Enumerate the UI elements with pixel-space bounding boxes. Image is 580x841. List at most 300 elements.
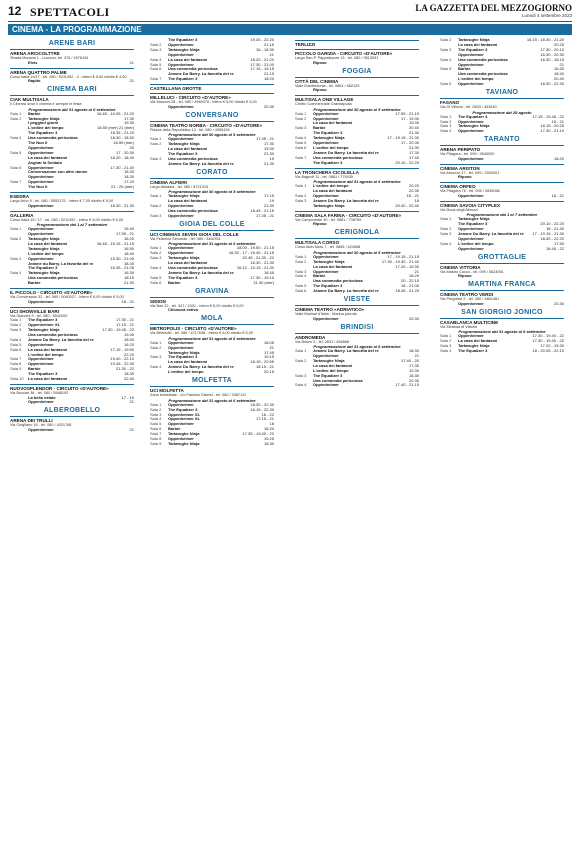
showtimes: 17.55 - 21.15 <box>395 110 419 116</box>
film-title: L'ordine del tempo <box>458 241 494 246</box>
showtimes: 17.45 <box>263 349 274 355</box>
film-title: The Nun II <box>28 185 48 190</box>
film-title: L'ordine del tempo <box>313 184 349 189</box>
film-title: Barbie <box>458 67 471 72</box>
showtimes: 17 - 20.30 <box>115 149 134 155</box>
cinema-name: ARENA QUATTRO PALME <box>10 68 134 75</box>
showtimes: 17.40 <box>408 154 419 160</box>
cinema-name: CINEMA TEATRO NORBA - CIRCUITO «D'AUTORE» <box>150 121 274 128</box>
showtimes: 18.30 - 18.50 <box>110 135 134 141</box>
film-title: La casa dei fantasmi <box>168 57 208 62</box>
film-title: The Nun II <box>28 141 48 146</box>
showtimes: 18.20 <box>263 76 274 82</box>
showtimes: 17.30 <box>408 362 419 368</box>
film-title: Oppenheimer <box>168 251 194 256</box>
showtimes: 18.00 - 19.50 - 21.15 <box>236 245 274 251</box>
showtimes: 21.30 <box>408 144 419 150</box>
showtimes: 17 - 19.15 - 21.15 <box>387 253 419 259</box>
showtimes: 18.05 <box>263 339 274 345</box>
screen-label: Sala 2 <box>295 115 307 121</box>
showtime-row <box>150 308 274 313</box>
screen-label <box>10 400 28 405</box>
cinema-name: CASABLANCA MULTICINE <box>440 318 564 325</box>
film-title: Oppenheimer <box>28 175 54 180</box>
film-title: Oppenheimer <box>28 203 54 208</box>
screen-label: Sala 3 <box>150 46 162 52</box>
showtimes: 18.20 - 21.20 <box>250 56 274 62</box>
screen-label: Sala 2 <box>150 203 162 209</box>
screen-label: Sala 9 <box>10 366 22 372</box>
film-title: Oppenheimer <box>313 254 339 259</box>
showtimes: 17 - 19 <box>121 394 134 400</box>
screen-label: Sala 6 <box>10 164 22 170</box>
showtimes: 19.30 <box>263 146 274 152</box>
screen-label: Sala 2 <box>440 226 452 232</box>
cinema-name: CINEMA SAVOIA CITYPLEX <box>440 201 564 208</box>
showtimes-list <box>150 403 274 447</box>
screen-label: Sala 3 <box>10 255 22 261</box>
city-heading: SAN GIORGIO JONICO <box>461 308 543 316</box>
film-title: Oppenheimer <box>168 104 194 109</box>
showtimes-list <box>10 300 134 305</box>
screen-label: Sala 1 <box>10 110 22 116</box>
showtimes-list <box>440 157 564 162</box>
showtimes-list <box>440 334 564 354</box>
cinema-address: Corso Italia 15 / 17 - tel. 080 / 5211492 - intero € 8,00 ridotto € 6,00 <box>10 217 124 222</box>
screen-label: Sala 8 <box>10 361 22 367</box>
screen-label: Sala 5 <box>295 283 307 289</box>
film-title: Oppenheimer <box>28 180 54 185</box>
film-title: Tartarughe Ninja <box>168 441 200 446</box>
showtimes: 16.10 - 19.15 - 21.30 <box>236 265 274 271</box>
film-title: Conversazione con altre donne <box>28 170 88 175</box>
showtime-row <box>150 77 274 82</box>
cinema-name: SIDION <box>150 297 274 304</box>
showtimes: 16.30 - 18.15 <box>540 56 564 62</box>
showtime-row <box>295 204 419 209</box>
showtimes-list <box>295 184 419 209</box>
film-title: The Equalizer 3 <box>313 160 343 165</box>
film-title: La casa dei fantasmi <box>28 347 68 352</box>
film-title: Oppenheimer <box>458 227 484 232</box>
cinema-name: TERLIZZI <box>295 40 419 47</box>
showtimes: 16.45 - 19.15 - 21.15 <box>96 240 134 246</box>
showtimes: 21 <box>129 399 134 405</box>
showtimes: 19 <box>269 155 274 161</box>
film-title: Rapito <box>28 79 41 84</box>
cinema-name: ANDROMEDA <box>295 333 419 340</box>
film-title: Una commedia pericolosa <box>313 279 363 284</box>
showtimes: 16.30 <box>123 270 134 276</box>
cinema-name: CINEMA SALA FARINA - CIRCUITO «D'AUTORE» <box>295 211 419 218</box>
showtimes-list <box>10 318 134 382</box>
film-title: Tartarughe Ninja <box>313 358 345 363</box>
showtimes: 18.15 - 20.25 <box>540 123 564 129</box>
showtimes: 19.45 - 22.30 <box>110 361 134 367</box>
cinema-address: Viale Manfredonia - tel. 0881 / 682129 <box>295 83 360 88</box>
showtime-row <box>10 400 134 405</box>
showtime-row <box>150 214 274 219</box>
programming-period: Programmazione dal 30 agosto al 5 settembre <box>168 132 256 138</box>
cinema-name: CINEMA TEATRO «ADRIATICO» <box>295 305 419 312</box>
cinema-name: IL PICCOLO - CIRCUITO «D'AUTORE» <box>10 288 134 295</box>
programming-period: Programmazione dal 31 agosto al 6 settembre <box>168 241 256 247</box>
screen-label: Sala 5 <box>150 274 162 280</box>
screen-label <box>150 308 168 313</box>
showtimes-list <box>440 302 564 307</box>
film-title: Jeanne Du Barry. La favorita del re <box>28 337 94 342</box>
city-heading: GRAVINA <box>195 287 229 295</box>
showtimes: 18.15 - 21 <box>255 364 274 370</box>
showtimes: 21.30 <box>123 280 134 286</box>
showtimes: 18.30 - 21.30 <box>110 202 134 208</box>
screen-label: Sala 3 <box>150 212 162 218</box>
screen-label <box>10 79 28 84</box>
showtimes: 21.15 <box>263 41 274 47</box>
screen-label: Sala 3 <box>295 372 307 378</box>
showtimes: 18.45 - 22 <box>545 245 564 251</box>
showtime-row <box>440 349 564 354</box>
screen-label: Sala 1 <box>150 136 162 142</box>
showtimes-list <box>10 428 134 433</box>
showtimes: 17.30 - 21.10 <box>540 128 564 134</box>
showtimes: 20 - 22.15 <box>400 278 419 284</box>
screen-label <box>295 222 313 227</box>
screen-label <box>150 162 168 167</box>
showtimes: 18 - 21.30 <box>545 226 564 232</box>
programming-period: Programmazione dal 28 agosto <box>472 109 532 115</box>
film-title: La casa dei fantasmi <box>28 241 68 246</box>
cinema-address: Via Bagnoli 11 - tel. 0881 / 775435 <box>295 174 353 179</box>
cinema-address: Viale Marinai d'Italia - Marina piccola <box>295 312 357 317</box>
showtimes-list <box>10 227 134 286</box>
showtime-row <box>150 162 274 167</box>
showtime-row <box>10 428 134 433</box>
screen-label: Sala 1 <box>295 348 307 354</box>
screen-label <box>10 281 28 286</box>
cinema-name: UCI MOLFETTA <box>150 386 274 393</box>
cinema-address: Via Duca degli Abruzzi <box>440 207 478 212</box>
showtimes: 17 - 20.30 <box>400 140 419 146</box>
showtimes-list <box>10 396 134 406</box>
screen-label: Sala 4 <box>150 416 162 422</box>
cinema-address: Via Conversano 32 - tel. 080 / 5040027 - intero € 6,00 ridotto € 5,00 <box>10 295 124 300</box>
showtimes-list <box>10 61 134 66</box>
showtime-row <box>440 82 564 87</box>
showtimes: 21 <box>129 426 134 432</box>
programming-period: Programmazione dal 31 agosto al 6 settembre <box>458 329 546 335</box>
film-title: The Equalizer 3 <box>168 275 198 280</box>
film-title: La casa dei fantasmi <box>168 360 208 365</box>
showtimes: 20.40 <box>408 125 419 131</box>
film-title: Oppenheimer <box>458 193 484 198</box>
showtimes: 16.30 - 20.30 <box>540 51 564 57</box>
showtimes: 18.50 (mer) <box>113 140 134 146</box>
screen-label: Sala 3 <box>150 155 162 161</box>
screen-label: Sala 4 <box>10 336 22 342</box>
programming-period: Programmazione dal 31 agosto al 6 settembre <box>313 179 401 185</box>
programming-period: Programmazione dal 31 agosto al 6 settembre <box>28 106 116 112</box>
showtimes: 16.15 - 22.30 <box>250 406 274 412</box>
showtimes: 19.25 <box>263 436 274 442</box>
showtimes: 16.30 <box>553 66 564 72</box>
showtime-row <box>10 79 134 84</box>
screen-label: Sala 1 <box>10 226 22 232</box>
listings-column-4 <box>440 38 564 838</box>
film-title: Jeanne Du Barry. La favorita del re <box>313 198 379 203</box>
screen-label: Sala 1 <box>150 193 162 199</box>
showtimes-list <box>440 115 564 135</box>
showtimes-list <box>295 61 419 66</box>
film-title: Tartarughe Ninja <box>168 256 200 261</box>
showtimes-list <box>150 308 274 313</box>
showtimes: 21.15 <box>263 71 274 77</box>
showtimes: 18.50 <box>123 336 134 342</box>
cinema-name: NUOVOSPLENDOR - CIRCUITO «D'AUTORE» <box>10 384 134 391</box>
showtimes: 21 <box>269 344 274 350</box>
cinema-name: FASANO <box>440 98 564 105</box>
cinema-name: CASTELLANA GROTTE <box>150 84 274 91</box>
film-title: L'ordine del tempo <box>458 77 494 82</box>
programming-period: Programmazione dal 1 al 7 settembre <box>36 222 108 228</box>
showtimes: 17.55 - 21 <box>115 231 134 237</box>
film-title: Asghar la Soldato <box>28 160 63 165</box>
showtimes: 17.40 - 21.15 <box>395 382 419 388</box>
showtimes: 17.45 - 21 <box>255 212 274 218</box>
film-title: Tartarughe Ninja <box>28 116 60 121</box>
film-title: Oppenheimer <box>28 256 54 261</box>
cinema-address: Via Bari 22 - tel. 347 / 2401 - intero € 6,00 ridotto € 5,00 <box>150 303 244 308</box>
cinema-address: Via Cirigliano 16 - tel. 080 / 4321768 <box>10 423 72 428</box>
city-heading: VIESTE <box>343 296 371 304</box>
screen-label: Sala 4 <box>150 265 162 271</box>
showtimes: 21 <box>129 59 134 65</box>
showtimes-list <box>295 349 419 388</box>
film-title: La casa dei fantasmi <box>313 189 353 194</box>
screen-label: Sala 8 <box>150 436 162 442</box>
film-title: Oppenheimer <box>168 42 194 47</box>
cinema-name: PICCOLO GARIZIA - CIRCUITO «D'AUTORE» <box>295 49 419 56</box>
cinema-name: ARENA DEI TRULLI <box>10 416 134 423</box>
showtimes: 17.30 - 19.40 - 22 <box>532 338 564 344</box>
showtimes-list <box>150 246 274 285</box>
film-title: Jeanne Du Barry. La favorita del re <box>313 289 379 294</box>
film-title: Oppenheimer XL <box>168 417 201 422</box>
screen-label: Sala 4 <box>150 56 162 62</box>
cinema-address: Corso Aldo Moro 7 - tel. 0885 / 424068 <box>295 245 361 250</box>
screen-label: Sala 6 <box>150 279 162 285</box>
showtimes: 21.30 <box>263 203 274 209</box>
film-title: Jeanne Du Barry. La favorita del re <box>458 232 524 237</box>
screen-label: Sala 5 <box>295 140 307 146</box>
film-title: L'ordine del tempo <box>313 368 349 373</box>
showtimes: 17.15 - 21 <box>115 322 134 328</box>
cinema-address: Piazza della Repubblica 14 - tel. 080 / 4956426 <box>150 127 230 132</box>
listings-column-1 <box>10 38 134 838</box>
film-title: Barbie <box>28 111 41 116</box>
cinema-address: Largo San P. Pappalepore 13 - tel. 080 / 3513091 <box>295 56 379 60</box>
cinema-address: Via Pitagora - tel. 099 / 4540000 <box>440 152 495 157</box>
film-title: Riposo <box>313 222 327 227</box>
cinema-address: Centro Commerciale Grandapulia <box>295 102 352 106</box>
showtimes: 19.30 <box>408 367 419 373</box>
film-title: La casa dei fantasmi <box>458 339 498 344</box>
showtimes: 17 - 19.15 - 21.30 <box>387 135 419 141</box>
showtimes: 18.50 (mer) 21 (mer) <box>97 125 134 131</box>
showtimes: 20.25 <box>553 41 564 47</box>
screen-label: Sala 1 <box>440 113 452 119</box>
showtimes: 21 <box>559 61 564 67</box>
screen-label: Sala 4 <box>295 135 307 141</box>
showtimes: 20.45 - 21.30 - 22 <box>242 255 274 261</box>
showtimes: 17.35 - 19.40 - 22 <box>242 431 274 437</box>
film-title: Oppenheimer <box>313 193 339 198</box>
screen-label: Sala 3 <box>295 197 307 203</box>
showtimes: 17.15 <box>263 193 274 199</box>
showtimes: 18 <box>269 421 274 427</box>
showtimes: 17.20 - 19.30 <box>540 343 564 349</box>
film-title: Oppenheimer <box>28 362 54 367</box>
showtimes: 17.15 - 21 <box>255 416 274 422</box>
showtimes: 18.45 - 21.15 <box>250 208 274 213</box>
film-title: Tartarughe Ninja <box>313 136 345 141</box>
showtimes-list <box>10 204 134 209</box>
showtimes: 18.15 - 20.55 <box>250 359 274 365</box>
showtimes: 21 <box>414 353 419 359</box>
film-title: The Equalizer 3 <box>28 318 58 323</box>
city-heading: GIOIA DEL COLLE <box>179 220 245 228</box>
screen-label: Sala 3 <box>10 326 22 332</box>
showtimes: 19.30 <box>123 120 134 126</box>
showtime-row <box>295 161 419 166</box>
showtime-row <box>10 61 134 66</box>
cinema-address: Via Bosco 2 - tel. 0831 / 456868 <box>295 339 349 344</box>
screen-label <box>295 161 313 166</box>
showtimes: 21 - 20 (mer) <box>110 184 134 190</box>
screen-label: Sala 5 <box>10 341 22 347</box>
programming-period: Programmazione dal 30 agosto al 5 settembre <box>168 189 256 195</box>
film-title: Jeanne Du Barry. La favorita del re <box>168 161 234 166</box>
showtimes: 18 - 21 <box>551 192 564 198</box>
film-title: Tartarughe Ninja <box>168 432 200 437</box>
showtimes-list <box>10 112 134 191</box>
screen-label <box>10 204 28 209</box>
screen-label: Sala 4 <box>295 382 307 388</box>
screen-label <box>440 247 458 252</box>
screen-label: Sala 6 <box>295 288 307 294</box>
film-title: Tartarughe Ninja <box>28 237 60 241</box>
screen-label <box>440 157 458 162</box>
showtimes: 17.30 - 19.45 - 22 <box>102 326 134 332</box>
film-title: Oppenheimer <box>28 357 54 362</box>
film-title: La casa dei fantasmi <box>313 121 353 126</box>
film-title: Tartarughe Ninja <box>458 124 490 129</box>
showtime-row <box>150 370 274 375</box>
screen-label: Sala 5 <box>150 61 162 67</box>
showtimes: 22.30 <box>408 188 419 194</box>
showtimes: 20.30 <box>408 377 419 383</box>
showtimes: 19.30 - 22.20 <box>250 38 274 42</box>
screen-label: Sala 1 <box>295 253 307 259</box>
screen-label: Sala 2 <box>10 322 22 328</box>
film-title: The Equalizer 3 <box>168 77 198 82</box>
screen-label: Sala 3 <box>150 354 162 360</box>
showtimes: 20.40 <box>553 76 564 82</box>
showtimes: 20.20 <box>408 183 419 189</box>
showtimes: 18 - 21.05 <box>400 283 419 289</box>
film-title: The Equalizer 3 <box>168 151 198 156</box>
programming-period: Programmazione dal 31 agosto al 6 settembre <box>168 335 256 341</box>
programming-period: Programmazione dal 1 al 7 settembre <box>466 212 538 218</box>
cinema-name: ARENA ARCICOLTTRE <box>10 49 134 56</box>
film-title: Oppenheimer <box>313 111 339 116</box>
showtimes-list <box>150 341 274 375</box>
film-title: Oppenheimer <box>458 334 484 339</box>
showtime-row <box>440 274 564 279</box>
city-heading: BRINDISI <box>340 323 374 331</box>
screen-label: Sala 7 <box>150 76 162 82</box>
showtimes: 21 <box>269 51 274 57</box>
showtimes-list <box>440 38 564 87</box>
city-heading: MOLA <box>201 315 223 323</box>
showtimes: 21.30 <box>263 150 274 156</box>
film-title: Barbie <box>313 126 326 131</box>
showtime-row <box>295 88 419 93</box>
screen-label: Sala 3 <box>150 255 162 261</box>
city-heading: ARENE BARI <box>48 40 96 47</box>
showtimes: 18 - 21 <box>406 192 419 198</box>
film-title: Barbie <box>168 427 181 432</box>
film-title: Oppenheimer <box>458 119 484 124</box>
cinema-name: CINEMA TEATRO VERDI <box>440 290 564 297</box>
screen-label <box>440 274 458 279</box>
film-title: Una commedia pericolosa <box>28 276 78 281</box>
listings-column-2 <box>150 38 274 838</box>
showtimes: 18.20 <box>553 155 564 161</box>
cinema-address: Via Federico Secondo - tel. 080 / 3462911 <box>150 236 221 241</box>
showtimes-list <box>295 222 419 227</box>
showtimes: 19.30 <box>408 120 419 126</box>
showtimes: 17.30 <box>123 115 134 121</box>
cinema-address: Via Buccari 36 - tel. 080 / 5568192 <box>10 390 69 395</box>
screen-label: Sala 4 <box>440 56 452 62</box>
screen-label: Sala 9 <box>150 440 162 446</box>
film-title: Oppenheimer <box>168 345 194 350</box>
film-title: Tartarughe Ninja <box>313 203 345 208</box>
cinema-name: CINEMA ALFIERI <box>150 178 274 185</box>
film-title: The Equalizer 3 <box>313 131 343 136</box>
showtimes: 16.50 <box>123 245 134 251</box>
film-title: La casa dei fantasmi <box>458 42 498 47</box>
film-title: Oppenheimer <box>168 246 194 251</box>
cinema-name: CINEMA ORFEO <box>440 182 564 189</box>
screen-label <box>150 105 168 110</box>
showtimes: 20.15 <box>263 369 274 375</box>
cinema-name: UCI SHOWVILLE BARI <box>10 307 134 314</box>
film-title: Una commedia pericolosa <box>168 156 218 161</box>
film-title: Oppenheimer <box>168 340 194 345</box>
showtimes: 17.30 - 21.40 <box>110 164 134 170</box>
cinema-name: ESEDRA <box>10 192 134 199</box>
screen-label: Sala 1 <box>295 110 307 116</box>
screen-label: Sala 1 <box>295 183 307 189</box>
film-title: Barbie <box>28 281 41 286</box>
city-heading: MOLFETTA <box>192 377 232 385</box>
showtime-row <box>10 377 134 382</box>
showtimes: 20.10 - 22.20 <box>395 159 419 165</box>
screen-label: Sala 5 <box>440 66 452 72</box>
film-title: Barbie <box>28 367 41 372</box>
